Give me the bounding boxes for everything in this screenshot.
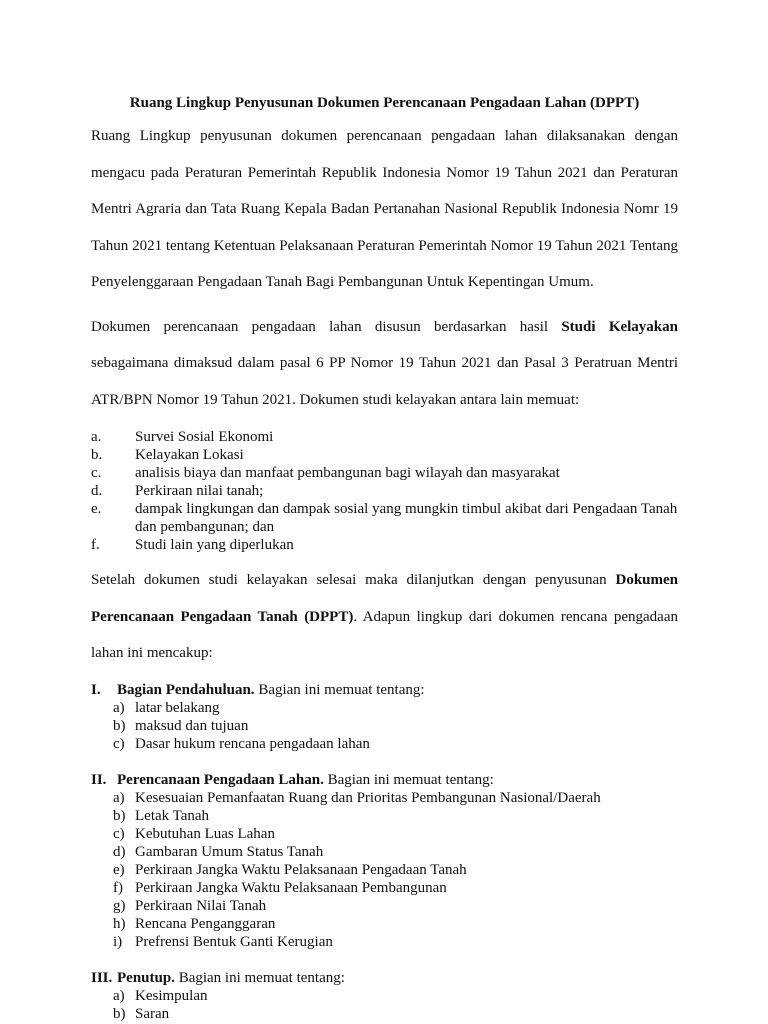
list-item-text: Letak Tanah — [135, 807, 210, 824]
list-item — [91, 717, 678, 735]
list-item-text: Perkiraan Jangka Waktu Pelaksanaan Pengadaan Tanah — [135, 861, 467, 878]
list-marker: e) — [113, 861, 125, 878]
list-item — [91, 446, 678, 464]
section-intro: Bagian ini memuat tentang: — [174, 969, 345, 986]
list-marker: g) — [113, 897, 126, 914]
paragraph-dppt-bold: Dokumen Perencanaan Pengadaan Tanah (DPPT) — [91, 572, 678, 625]
document-body — [91, 92, 678, 1023]
list-item — [91, 825, 678, 843]
section-heading-bold: Perencanaan Pengadaan Lahan. — [117, 771, 324, 788]
list-item — [91, 807, 678, 825]
section-number: I. — [91, 681, 101, 698]
spacer — [91, 672, 678, 681]
list-marker: c. — [91, 465, 102, 481]
section-heading-2 — [91, 771, 678, 789]
section-2-list — [91, 789, 678, 951]
paragraph-dppt-post: . Adapun lingkup dari dokumen rencana pengadaan lahan ini mencakup: — [91, 608, 678, 661]
list-item — [91, 789, 678, 807]
list-marker: a. — [91, 429, 102, 445]
paragraph-feasibility-bold: Studi Kelayakan — [561, 318, 678, 335]
list-item-text: analisis biaya dan manfaat pembangunan bagi wilayah dan masyarakat — [135, 465, 560, 481]
list-item — [91, 987, 678, 1005]
list-item — [91, 428, 678, 446]
list-marker: f. — [91, 537, 100, 553]
list-item-text: Prefrensi Bentuk Ganti Kerugian — [135, 933, 333, 950]
list-item-text: maksud dan tujuan — [135, 717, 249, 734]
list-marker: a) — [113, 987, 125, 1004]
list-item — [91, 699, 678, 717]
list-marker: f) — [113, 879, 123, 896]
list-item-text: Perkiraan nilai tanah; — [135, 483, 264, 499]
list-item-text: Studi lain yang diperlukan — [135, 537, 294, 553]
list-marker: e. — [91, 501, 102, 517]
list-item-text: Gambaran Umum Status Tanah — [135, 843, 324, 860]
list-marker: h) — [113, 915, 126, 932]
list-item-text: Survei Sosial Ekonomi — [135, 429, 274, 445]
list-marker: b. — [91, 447, 103, 463]
section-number: II. — [91, 771, 107, 788]
list-item-text: Perkiraan Jangka Waktu Pelaksanaan Pembangunan — [135, 879, 447, 896]
document-title: Ruang Lingkup Penyusunan Dokumen Perencanaan Pengadaan Lahan (DPPT) — [129, 95, 640, 111]
list-item — [91, 1005, 678, 1023]
list-item — [91, 843, 678, 861]
list-item-text: Kesimpulan — [135, 987, 208, 1004]
list-item — [91, 915, 678, 933]
list-marker: b) — [113, 807, 126, 824]
paragraph-scope: Ruang Lingkup penyusunan dokumen perencanaan pengadaan lahan dilaksanakan dengan mengacu pada Peraturan Pemerintah Republik Indonesia Nomor 19 Tahun 2021 dan Peraturan Mentri Agraria dan Tata Ruang Kepala Badan Pertanahan Nasional Republik Indonesia Nomr 19 Tahun 2021 tentang Ketentuan Pelaksanaan Peraturan Pemerintah Nomor 19 Tahun 2021 Tentang Penyelenggaraan Pengadaan Tanah Bagi Pembangunan Untuk Kepentingan Umum. — [91, 128, 678, 290]
paragraph-dppt-pre: Setelah dokumen studi kelayakan selesai maka dilanjutkan dengan penyusunan — [91, 572, 616, 588]
list-item-text: Rencana Penganggaran — [135, 915, 276, 932]
list-marker: b) — [113, 1005, 126, 1022]
paragraph-dppt — [91, 562, 678, 672]
section-3-list — [91, 987, 678, 1023]
list-item — [91, 897, 678, 915]
list-item — [91, 536, 678, 554]
list-item-text: dampak lingkungan dan dampak sosial yang mungkin timbul akibat dari Pengadaan Tanah dan pembangunan; dan — [135, 501, 678, 535]
study-items-list — [91, 428, 678, 554]
list-item-text: latar belakang — [135, 699, 220, 716]
section-heading-3 — [91, 969, 678, 987]
list-marker: a) — [113, 789, 125, 806]
section-heading-bold: Penutup. — [117, 969, 175, 986]
list-item-text: Kebutuhan Luas Lahan — [135, 825, 275, 842]
section-intro: Bagian ini memuat tentang: — [254, 681, 425, 698]
paragraph-feasibility-pre: Dokumen perencanaan pengadaan lahan disusun berdasarkan hasil — [91, 318, 562, 335]
section-1-list — [91, 699, 678, 753]
list-item-text: Perkiraan Nilai Tanah — [135, 897, 267, 914]
section-heading-bold: Bagian Pendahuluan. — [117, 681, 255, 698]
list-marker: c) — [113, 735, 125, 752]
section-heading-1 — [91, 681, 678, 699]
list-item-text: Kelayakan Lokasi — [135, 447, 244, 463]
list-item-text: Dasar hukum rencana pengadaan lahan — [135, 735, 370, 752]
list-item — [91, 464, 678, 482]
list-item — [91, 933, 678, 951]
paragraph-feasibility-post: sebagaimana dimaksud dalam pasal 6 PP Nomor 19 Tahun 2021 dan Pasal 3 Peratruan Mentri ATR/BPN Nomor 19 Tahun 2021. Dokumen studi kelayakan antara lain memuat: — [91, 355, 678, 408]
list-marker: c) — [113, 825, 125, 842]
list-item — [91, 735, 678, 753]
list-item-text: Kesesuaian Pemanfaatan Ruang dan Prioritas Pembangunan Nasional/Daerah — [135, 789, 601, 806]
list-marker: a) — [113, 699, 125, 716]
list-item — [91, 879, 678, 897]
list-marker: d. — [91, 483, 103, 499]
list-item — [91, 861, 678, 879]
paragraph-feasibility — [91, 309, 678, 419]
list-marker: d) — [113, 843, 126, 860]
list-marker: i) — [113, 933, 123, 950]
spacer — [91, 753, 678, 771]
list-item — [91, 482, 678, 500]
list-item-text: Saran — [135, 1005, 170, 1022]
list-item — [91, 500, 678, 536]
spacer — [91, 951, 678, 969]
list-marker: b) — [113, 717, 126, 734]
section-number: III. — [91, 969, 113, 986]
section-intro: Bagian ini memuat tentang: — [323, 771, 494, 788]
